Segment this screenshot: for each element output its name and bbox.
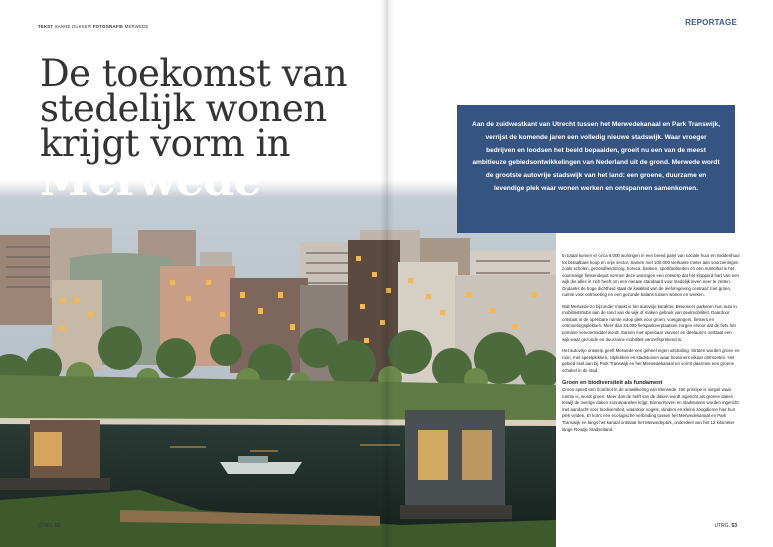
credit-photo-label: FOTOGRAFIE: [92, 24, 124, 29]
folio-right: [714, 523, 737, 529]
headline-line-3: krijgt vorm in: [40, 122, 291, 165]
folio-left-num: 52: [54, 523, 61, 529]
folio-right-num: 53: [731, 523, 737, 529]
headline-line-4: Merwede: [40, 155, 262, 206]
body-paragraph-4: Groen speelt een hoofdrol in de ontwikkeling van Merwede. Het principe is simpel waar ruimte is, wordt groen. Meer dan de helft van de daken wordt ingericht als groene daken terwijl de overige daken zonnepanelen krijgt. Binnenhoven en stadstuinen worden ingericht met aandacht voor biodiversiteit, waardoor vogels, vlinders en kleine zoogdieren hier hun plek vinden. Er komt een ecologische verbinding tussen het Merwedekanaal en Park Transwijk en langs het kanaal ontstaat het Merwedepark, onderdeel van het 12 kilometer lange Rondje Stadseiland.: [562, 387, 739, 432]
intro-box: Aan de zuidwestkant van Utrecht tussen het Merwedekanaal en Park Transwijk, verrijst de komende jaren een volledig nieuwe stadswijk. Waar vroeger bedrijven en loodsen het beeld bepaalden, groeit nu een van de meest ambitieuze gebiedsontwikkelingen van Nederland uit de grond. Merwede wordt de grootste autovrije stadswijk van het land: een groene, duurzame en levendige plek waar wonen werken en ontspannen samenkomen.: [457, 105, 735, 233]
body-paragraph-1: In totaal komen er circa 6.000 woningen in een breed palet van sociale huur en middenhuur tot betaalbare koop en vrije sector. Samen met 100.000 vierkante meter aan voorzieningen zoals scholen, gezondheidszorg, horeca, banken, sportfaciliteiten en een marktihal is het voormalige fietsendepot vormen deze woningen een ontwerp dat het klopperd hart van een wijk die alles in zich heeft om een nieuwe standaard voor stedelijk leven neer te zetten. Ondanks de hoge dichtheid staat de kwaliteit van de leefomgeving centraal: met groen, ruimte voor ontmoeting en een gezonde balans tussen wonen en werken.: [562, 253, 740, 298]
headline: [40, 52, 348, 206]
credit-text-author: SANNE DUKKER: [54, 24, 92, 29]
headline-line-1: De toekomst van: [40, 52, 348, 95]
section-label: REPORTAGE: [685, 18, 737, 27]
folio-left-mag: UTRG.: [38, 523, 54, 529]
folio-right-mag: UTRG.: [714, 523, 731, 529]
headline-line-2: stedelijk wonen: [40, 87, 327, 130]
body-subheading: Groen en biodiversiteit als fundament: [562, 380, 663, 387]
credit-line: [38, 24, 149, 29]
credit-text-label: TEKST: [38, 24, 54, 29]
merwede-photo: [0, 180, 556, 547]
body-paragraph-2: Wat Merwede zo bijzonder maakt is het autovrije karakter. Bewoners parkeren hun auto in mobiliteitshubs aan de rand van de wijk of maken gebruik van deelmobiliteit. Daardoor ontstaat in de openbare ruimte volop plek voor groen, voetgangers, fietsers en ontmoetingsplekken. Meer dan 24.000 fietsparkeerplaatsen zorgen ervoor dat de fiets het primaire vervoermiddel wordt. Samen met openbaar vervoer en deelauto's ontstaat een wijk waar gezonde en duurzame mobiliteit vanzelfsprekend is.: [562, 303, 737, 342]
body-paragraph-3: Het autovrije ontwerp geeft Merwede een geheel eigen uitstraling. Straten worden groen en ruim, met speelplekken, zitplekken en stadstuinen waar bewoners elkaar ontmoeten. Het gebied sluit aan bij Park Transwijk en het Merwedekanaal en vormt daarmee een groene schakel in de stad.: [562, 348, 740, 373]
folio-left: [38, 523, 61, 529]
body-column: [562, 253, 740, 438]
credit-photo-author: MERWEDE: [124, 24, 149, 29]
